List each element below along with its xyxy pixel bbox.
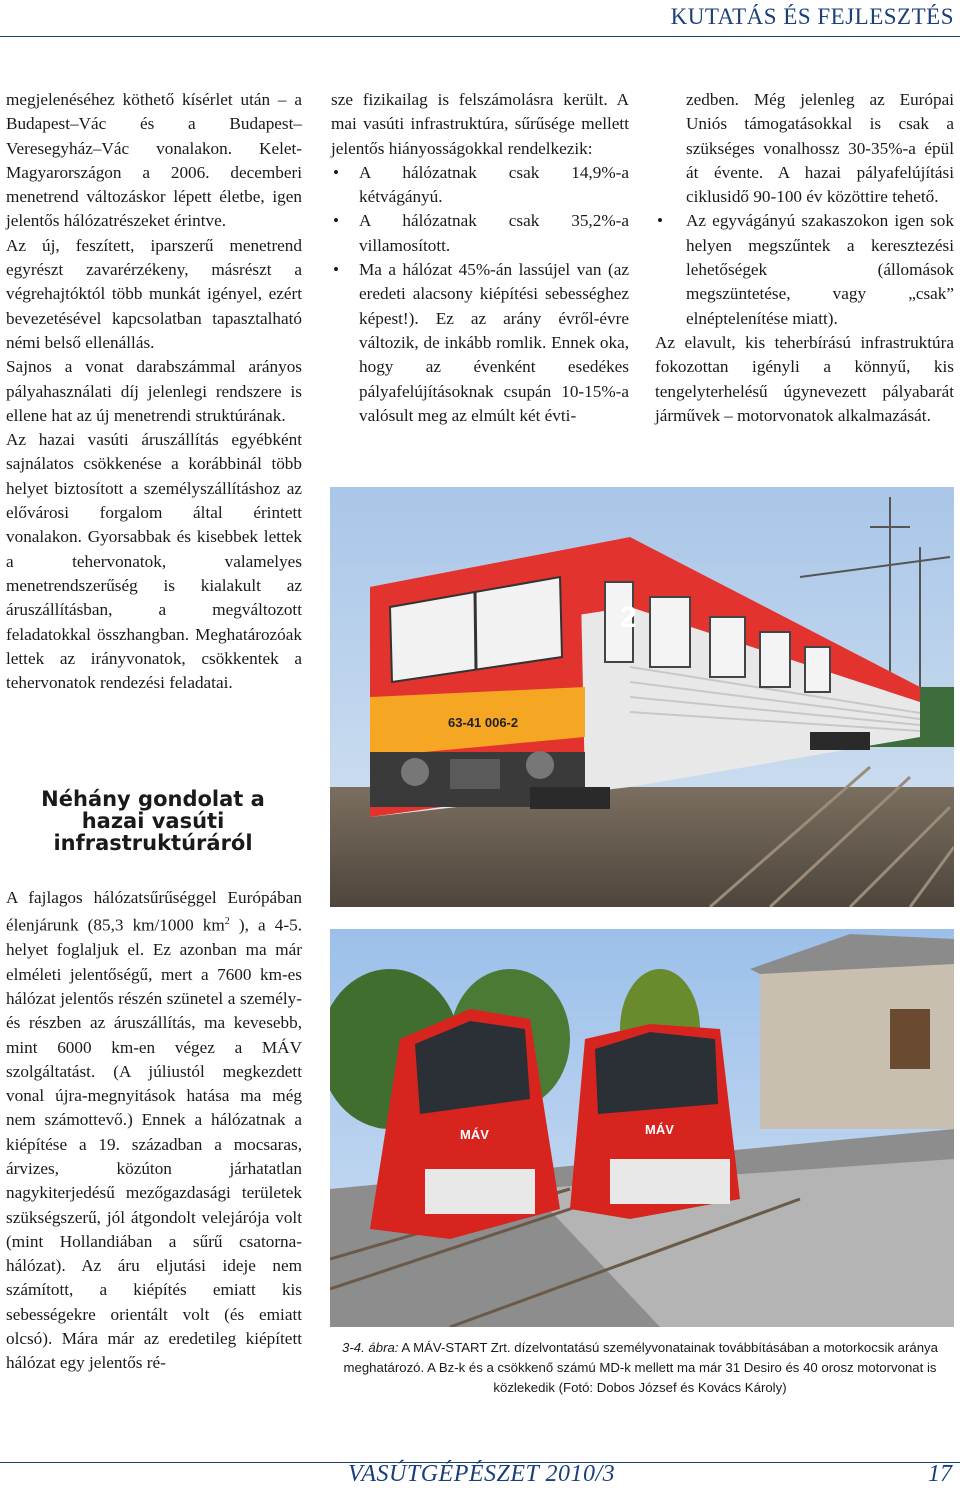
- list-item: • A hálózatnak csak 14,9%-a kétvágányú.: [331, 161, 629, 210]
- paragraph: Sajnos a vonat darabszámmal arányos pályahasználati díj jelenlegi rendszere is ellene hat az új menetrendi struktúrának.: [6, 357, 302, 425]
- mav-logo: MÁV: [645, 1122, 674, 1137]
- bullet-list: [331, 161, 629, 428]
- section-header: KUTATÁS ÉS FEJLESZTÉS: [670, 4, 954, 29]
- photo-desiro-trains: [330, 929, 954, 1327]
- column-2: [331, 88, 629, 428]
- journal-title: VASÚTGÉPÉSZET 2010/3: [348, 1461, 616, 1487]
- paragraph: sze fizikailag is felszámolásra került. A mai vasúti infrastruktúra, sűrűsége mellett jelentős hiányosságokkal rendelkezik:: [331, 90, 629, 158]
- bullet-list: [655, 209, 954, 330]
- page-number: 17: [928, 1461, 952, 1487]
- paragraph: Az hazai vasúti áruszállítás egyébként sajnálatos csökkenése a korábbinál több helyet biztosított a személyszállításhoz az elővárosi forgalom által érintett vonalakon. Gyorsabbak és kisebbek lettek a tehervonatok, valamelyes menetrendszerűség is kialakult az áruszállításban, a megváltozott feladatokkal összhangban. Meghatározóak lettek az irányvonatok, csökkentek a tehervonatok rendezési feladatai.: [6, 430, 302, 693]
- paragraph: A fajlagos hálózatsűrűséggel Európában élenjárunk (85,3 km/1000 $km^2$ ), a 4-5. helyet foglaljuk el. Ez azonban ma már elméleti jelentőségű, mert a 7600 km-es hálózat jelentős részén szünetel a személy- és részben az áruszállítás, ma kevesebb, mint 6000 km-en végez a MÁV szolgáltatást. (A júliustól megkezdett vonal újra-megnyitások hatása ma még nem számottevő.) Ennek a hálózatnak a kiépítése a 19. században a mocsaras, árvizes, közúton járhatatlan nagykiterjedésű mezőgazdasági területek szükségszerű, jól átgondolt velejárója volt (mint Hollandiában a sűrű csatorna-hálózat). Az áru eljutási ideje nem számított, a kiépítés emiatt kis sebességekre orientált volt (és emiatt olcsó). Mára már az eredetileg kiépített hálózat egy jelentős ré-: [6, 888, 302, 1373]
- column-1-bottom: [6, 886, 302, 1376]
- paragraph: zedben. Még jelenleg az Európai Uniós támogatásokkal is csak a szükséges vonalhossz 30-35%-a épül át évente. A hazai pályafelújítási ciklusidő 90-100 év közöttire tehető.: [686, 90, 954, 207]
- list-item: • Az egyvágányú szakaszokon igen sok helyen megszűntek a keresztezési lehetőségek (állomások megszüntetése, vagy „csak” elnéptelenítése miatt).: [655, 209, 954, 330]
- caption-label: 3-4. ábra:: [342, 1340, 399, 1355]
- list-item: • Ma a hálózat 45%-án lassújel van (az eredeti alacsony kiépítési sebességhez képest!). Ez az arány évről-évre változik, de inkább romlik. Ennek oka, hogy az évenként esedékes pályafelújításoknak csupán 10-15%-a valósult meg az elmúlt két évti-: [331, 258, 629, 428]
- mav-logo: MÁV: [460, 1127, 489, 1142]
- railcar-illustration: [330, 487, 954, 907]
- side-number: 2: [620, 601, 637, 634]
- paragraph: Az elavult, kis teherbírású infrastruktúra fokozottan igényli a könnyű, kis tengelyterhelésű úgynevezett pályabarát járművek – motorvonatok alkalmazását.: [655, 332, 954, 425]
- list-item: • A hálózatnak csak 35,2%-a villamosított.: [331, 209, 629, 258]
- desiro-illustration: [330, 929, 954, 1327]
- figure-caption: [330, 1338, 950, 1398]
- photo-railcar: [330, 487, 954, 907]
- number-plate: 63-41 006-2: [448, 715, 519, 730]
- header-divider: [0, 36, 960, 37]
- column-1-top: [6, 88, 302, 695]
- paragraph: Az új, feszített, iparszerű menetrend egyrészt zavarérzékeny, másrészt a végrehajtóktól több munkát igényel, ezért bevezetésével kapcsolatban tapasztalható némi belső ellenállás.: [6, 235, 302, 352]
- caption-text: A MÁV-START Zrt. dízelvontatású személyvonatainak továbbításában a motorkocsik aránya meghatározó. A Bz-k és a csökkenő számú MD-k mellett ma már 31 Desiro és 40 orosz motorvonat is közlekedik (Fotó: Dobos József és Kovács Károly): [343, 1340, 938, 1395]
- column-3: [655, 88, 954, 428]
- section-heading: Néhány gondolat a hazai vasúti infrastruktúráról: [41, 787, 265, 855]
- paragraph: megjelenéséhez köthető kísérlet után – a Budapest–Vác és a Budapest–Veresegyház–Vác vonalakon. Kelet-Magyarországon a 2006. decemberi menetrend változáskor lépett életbe, igen jelentős hálózatrészeket érintve.: [6, 90, 302, 231]
